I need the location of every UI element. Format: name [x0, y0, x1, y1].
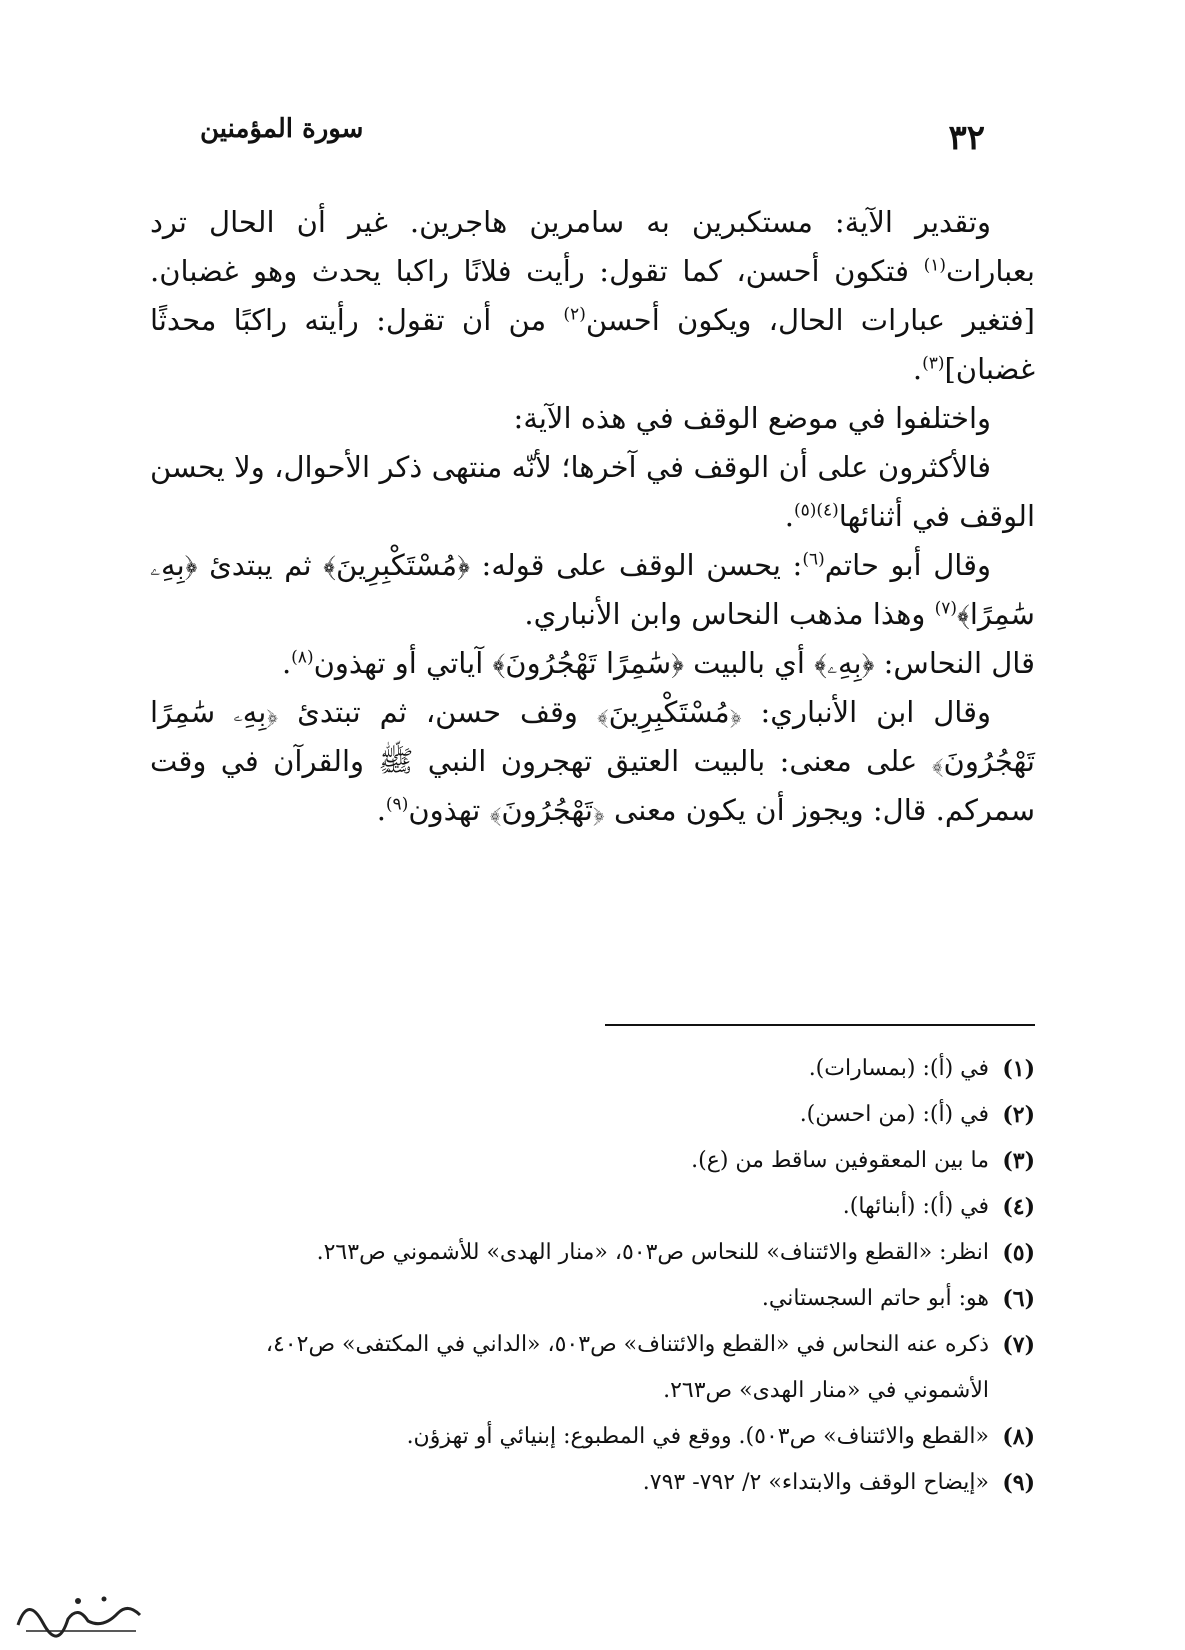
footnote: (٧) ذكره عنه النحاس في «القطع والائتناف» ص٥٠٣، «الداني في المكتفى» ص٤٠٢، الأشموني في «منار الهدى» ص٢٦٣. — [265, 1332, 1035, 1403]
footnote: (٩) «إيضاح الوقف والابتداء» ٢/ ٧٩٢- ٧٩٣. — [642, 1470, 1035, 1496]
footnote: (٦) هو: أبو حاتم السجستاني. — [761, 1286, 1035, 1312]
footnote: (٨) «القطع والائتناف» ص٥٠٣). ووقع في المطبوع: إبنيائي أو تهزؤن. — [406, 1424, 1035, 1450]
footnote-ref: (١) — [923, 255, 946, 276]
footnote: (٣) ما بين المعقوفين ساقط من (ع). — [691, 1148, 1035, 1174]
footnote-ref: (٢) — [563, 304, 586, 325]
paragraph: وقال أبو حاتم$^{(٦)}$: يحسن الوقف على قوله: ﴿مُسْتَكْبِرِينَ﴾ ثم يبتدئ ﴿بِهِۦ سَٰمِرًا﴾$^{(٧)}$ وهذا مذهب النحاس وابن الأنباري. — [150, 548, 1035, 631]
footnote-ref: (٩) — [385, 794, 409, 815]
footnote-ref: (٣) — [922, 353, 945, 374]
footnote-ref: (٨) — [291, 647, 314, 668]
footnote-ref: (٦) — [802, 549, 825, 570]
footnote-ref: (٧) — [934, 598, 958, 619]
footnote: (٥) انظر: «القطع والائتناف» للنحاس ص٥٠٣، «منار الهدى» للأشموني ص٢٦٣. — [316, 1240, 1035, 1266]
footnote-ref: (٤)(٥) — [793, 500, 839, 521]
publisher-logo-icon — [8, 1585, 148, 1641]
paragraph: وقال ابن الأنباري: ﴿مُسْتَكْبِرِينَ﴾ وقف حسن، ثم تبتدئ ﴿بِهِۦ سَٰمِرًا تَهْجُرُونَ﴾ على معنى: بالبيت العتيق تهجرون النبي ﷺ والقرآن في وقت سمركم. قال: ويجوز أن يكون معنى ﴿تَهْجُرُونَ﴾ تهذون$^{(٩)}$. — [150, 695, 1035, 827]
footnote: (١) في (أ): (بمسارات). — [808, 1056, 1035, 1082]
paragraph: فالأكثرون على أن الوقف في آخرها؛ لأنّه منتهى ذكر الأحوال، ولا يحسن الوقف في أثنائها$^{(٤)(٥)}$. — [150, 450, 1035, 533]
page-header — [200, 110, 985, 160]
footnote: (٤) في (أ): (أبنائها). — [842, 1194, 1035, 1220]
footnote-separator — [605, 1024, 1035, 1026]
running-title: سورة المؤمنين — [200, 114, 364, 144]
footnote: (٢) في (أ): (من احسن). — [799, 1102, 1035, 1128]
page-number: ٣٢ — [948, 118, 985, 158]
footnotes — [180, 1046, 1035, 1506]
paragraph: قال النحاس: ﴿بِهِۦ﴾ أي بالبيت ﴿سَٰمِرًا تَهْجُرُونَ﴾ آياتي أو تهذون$^{(٨)}$. — [281, 646, 1035, 680]
paragraph: وتقدير الآية: مستكبرين به سامرين هاجرين. غير أن الحال ترد بعبارات$^{(١)}$ فتكون أحسن، كما تقول: رأيت فلانًا راكبا يحدث وهو غضبان. [فتغير عبارات الحال، ويكون أحسن$^{(٢)}$ من أن تقول: رأيته راكبًا محدثًا غضبان]$^{(٣)}$. — [150, 205, 1035, 386]
main-text — [150, 198, 1035, 835]
paragraph: واختلفوا في موضع الوقف في هذه الآية: — [513, 401, 991, 435]
